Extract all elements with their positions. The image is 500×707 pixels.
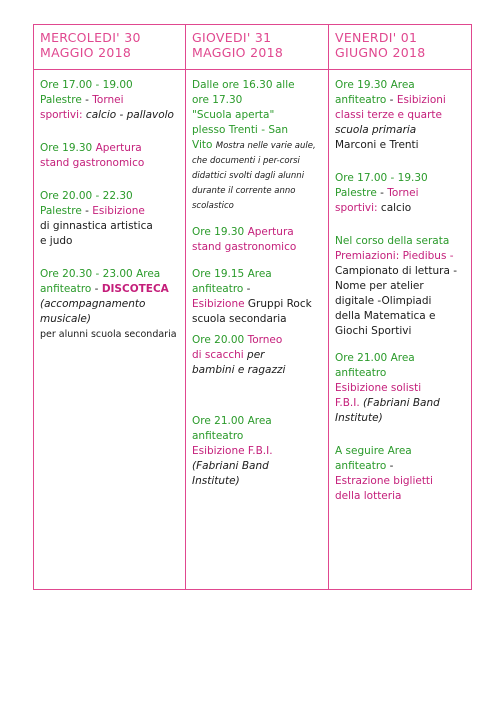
event-item xyxy=(192,267,323,327)
event-time: Ore 19.30 xyxy=(335,79,388,91)
event-dash: - xyxy=(243,283,251,295)
event-dash: - xyxy=(386,94,397,106)
event-desc: bambini e ragazzi xyxy=(192,364,286,376)
event-item xyxy=(192,225,323,255)
day-header-thursday xyxy=(186,25,329,70)
event-time: Ore 20.30 - 23.00 xyxy=(40,268,133,280)
event-desc: Nome per atelier xyxy=(335,280,424,292)
day-header-line2: GIUGNO 2018 xyxy=(335,45,426,60)
event-title: Apertura xyxy=(247,226,294,238)
event-time: Ore 21.00 xyxy=(192,415,245,427)
day-header-line2: MAGGIO 2018 xyxy=(192,45,284,60)
event-place: anfiteatro xyxy=(40,283,92,295)
event-place: anfiteatro xyxy=(192,283,244,295)
day-header-wednesday xyxy=(34,25,186,70)
event-desc: digitale -Olimpiadi xyxy=(335,295,432,307)
event-title: DISCOTECA xyxy=(101,283,169,295)
event-item xyxy=(335,351,466,426)
event-item xyxy=(40,141,180,171)
header-row xyxy=(34,25,472,70)
day-header-line2: MAGGIO 2018 xyxy=(40,45,132,60)
event-time: Ore 20.00 - 22.30 xyxy=(40,190,133,202)
event-place: Area xyxy=(390,352,415,364)
event-time: Ore 19.30 xyxy=(40,142,93,154)
event-item xyxy=(40,189,180,249)
day-header-line1: MERCOLEDI' 30 xyxy=(40,30,141,45)
event-item xyxy=(192,333,323,378)
event-desc: scuola primaria xyxy=(335,124,417,136)
event-desc: scuola secondaria xyxy=(192,313,287,325)
event-title: Apertura xyxy=(95,142,142,154)
day-header-line1: GIOVEDI' 31 xyxy=(192,30,272,45)
event-desc: per alunni scuola secondaria xyxy=(40,329,177,340)
event-desc: per xyxy=(243,349,265,361)
event-title: di scacchi xyxy=(192,349,244,361)
event-item xyxy=(40,78,180,123)
event-note: Institute) xyxy=(192,475,240,487)
event-item xyxy=(335,78,466,153)
events-row xyxy=(34,70,472,590)
events-wednesday xyxy=(34,70,186,590)
event-place: anfiteatro xyxy=(192,430,244,442)
event-note: (Fabriani Band xyxy=(192,460,269,472)
event-title: F.B.I. xyxy=(335,397,360,409)
event-place: anfiteatro xyxy=(335,367,387,379)
event-desc: Premiazioni: Piedibus - xyxy=(335,250,454,262)
event-desc: calcio xyxy=(377,202,412,214)
event-time: Ore 17.00 - 19.00 xyxy=(40,79,133,91)
event-item xyxy=(335,234,466,339)
event-place: Area xyxy=(247,268,272,280)
event-title: stand gastronomico xyxy=(192,241,297,253)
event-place: anfiteatro xyxy=(335,460,387,472)
event-desc: Campionato di lettura - xyxy=(335,265,458,277)
event-dash: - xyxy=(376,187,388,199)
event-title: Esibizione xyxy=(192,298,245,310)
event-note: Institute) xyxy=(335,412,383,424)
event-title: "Scuola aperta" xyxy=(192,109,275,121)
event-dash: - xyxy=(81,94,93,106)
event-place: Palestre xyxy=(335,187,377,199)
day-header-line1: VENERDI' 01 xyxy=(335,30,418,45)
event-title: Tornei xyxy=(387,187,419,199)
event-item xyxy=(192,414,323,489)
event-item xyxy=(192,78,323,213)
event-desc: calcio - pallavolo xyxy=(82,109,174,121)
event-item xyxy=(40,267,180,342)
event-time: Ore 21.00 xyxy=(335,352,388,364)
event-dash: - xyxy=(386,460,394,472)
day-header-friday xyxy=(329,25,472,70)
event-note: (accompagnamento musicale) xyxy=(40,298,146,325)
event-title: della lotteria xyxy=(335,490,402,502)
events-thursday xyxy=(186,70,329,590)
event-title: Vito xyxy=(192,139,213,151)
event-title: sportivi: xyxy=(335,202,378,214)
event-title: Esibizioni xyxy=(396,94,446,106)
event-dash: - xyxy=(91,283,102,295)
event-place: Area xyxy=(136,268,161,280)
event-desc: di ginnastica artistica xyxy=(40,220,153,232)
event-desc: Marconi e Trenti xyxy=(335,139,419,151)
event-time: Ore 17.00 - 19.30 xyxy=(335,172,428,184)
event-desc: della Matematica e xyxy=(335,310,436,322)
events-friday xyxy=(329,70,472,590)
event-time: Ore 19.30 xyxy=(192,226,245,238)
event-time: Dalle ore 16.30 alle xyxy=(192,79,295,91)
event-place: Palestre xyxy=(40,94,82,106)
event-title: Esibizione F.B.I. xyxy=(192,445,273,457)
event-title: Esibizione solisti xyxy=(335,382,422,394)
event-title: stand gastronomico xyxy=(40,157,145,169)
event-place: Area xyxy=(387,445,412,457)
event-time: A seguire xyxy=(335,445,385,457)
event-title: Torneo xyxy=(247,334,283,346)
event-place: Area xyxy=(390,79,415,91)
event-title: plesso Trenti - San xyxy=(192,124,289,136)
event-time: ore 17.30 xyxy=(192,94,243,106)
event-item xyxy=(335,171,466,216)
event-desc: e judo xyxy=(40,235,73,247)
event-place: Area xyxy=(247,415,272,427)
event-place: anfiteatro xyxy=(335,94,387,106)
event-note: (Fabriani Band xyxy=(359,397,440,409)
event-desc: Giochi Sportivi xyxy=(335,325,412,337)
event-title: classi terze e quarte xyxy=(335,109,442,121)
event-time: Ore 20.00 xyxy=(192,334,245,346)
event-title: Esibizione xyxy=(92,205,145,217)
event-place: Palestre xyxy=(40,205,82,217)
event-title: sportivi: xyxy=(40,109,83,121)
schedule-table xyxy=(33,24,472,590)
event-item xyxy=(335,444,466,504)
event-desc: Gruppi Rock xyxy=(244,298,312,310)
event-time: Ore 19.15 xyxy=(192,268,245,280)
event-dash: - xyxy=(81,205,93,217)
event-intro: Nel corso della serata xyxy=(335,235,450,247)
event-title: Estrazione biglietti xyxy=(335,475,433,487)
event-title: Tornei xyxy=(92,94,124,106)
event-note: Mostra nelle varie aule, che documenti i per-corsi didattici svolti dagli alunni durante il corrente anno scolastico xyxy=(192,141,316,211)
